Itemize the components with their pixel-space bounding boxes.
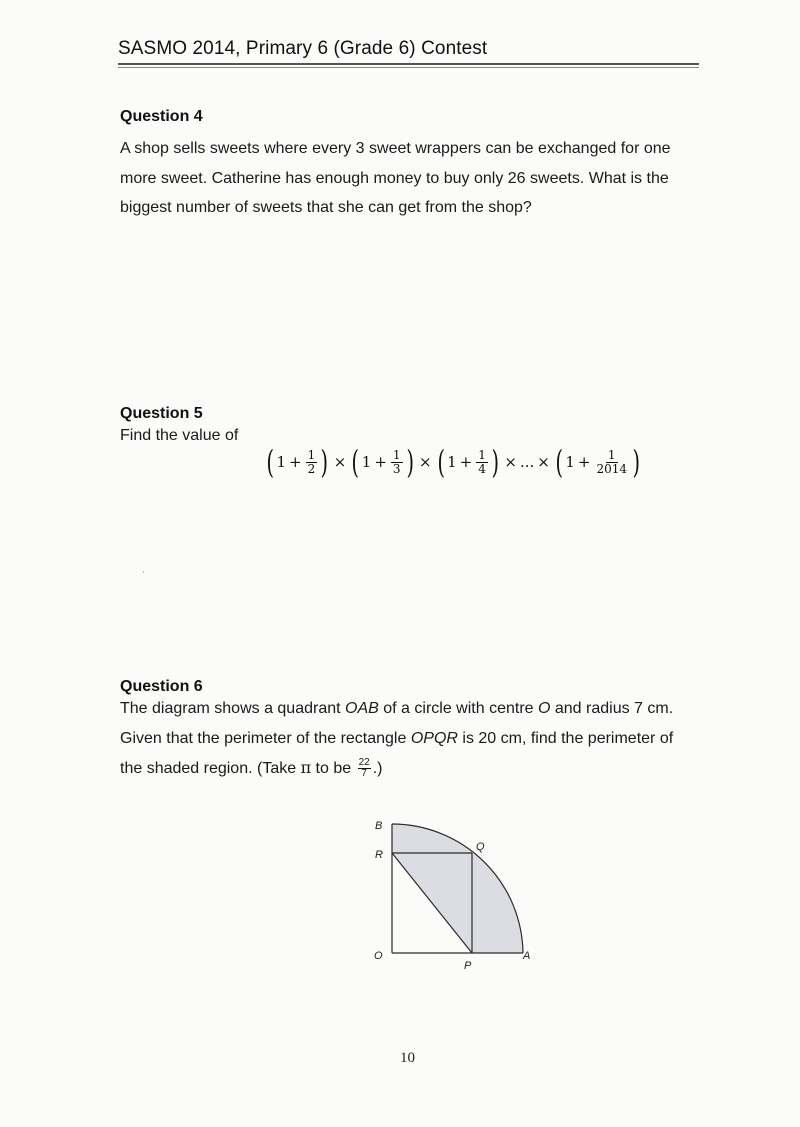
label-A: A xyxy=(523,950,531,962)
fraction-numerator: 1 xyxy=(478,447,486,462)
fraction-1-2014 xyxy=(594,449,629,476)
times-sign: × xyxy=(333,453,347,471)
fraction-1-2 xyxy=(306,449,318,476)
times-sign: × xyxy=(419,453,432,471)
centre-name: O xyxy=(537,700,551,717)
quadrant-diagram xyxy=(360,812,560,972)
open-paren: ( xyxy=(437,443,445,481)
term-4-plus: + xyxy=(577,453,591,471)
text-run: of a circle with centre xyxy=(378,700,538,717)
fraction-1-3 xyxy=(391,449,403,476)
times-sign: × xyxy=(504,453,517,471)
text-run: and radius 7 cm. xyxy=(550,700,674,717)
fraction-numerator: 1 xyxy=(607,447,616,462)
term-1-one: 1 xyxy=(276,453,287,471)
fraction-denominator: 7 xyxy=(361,768,367,780)
pi-symbol: π xyxy=(300,758,312,777)
label-Q: Q xyxy=(476,841,485,853)
question-4-line-3: biggest number of sweets that she can get from the shop? xyxy=(120,199,532,216)
question-4-title: Question 4 xyxy=(120,108,203,125)
question-6-line-1 xyxy=(120,694,673,724)
fraction-22-7 xyxy=(358,758,371,779)
term-2-one: 1 xyxy=(361,453,372,471)
fraction-numerator: 1 xyxy=(307,447,316,462)
product-expression xyxy=(264,443,642,481)
term-3-plus: + xyxy=(459,453,473,471)
stray-pen-mark: ʼ xyxy=(142,570,145,582)
fraction-denominator: 3 xyxy=(392,461,401,476)
question-6-text xyxy=(120,694,673,784)
text-run: Given that the perimeter of the rectangle xyxy=(120,729,411,747)
close-paren: ) xyxy=(406,443,414,481)
term-1-plus: + xyxy=(289,453,302,471)
header-rule xyxy=(118,63,699,68)
question-4-line-2: more sweet. Catherine has enough money to buy only 26 sweets. What is the xyxy=(120,169,669,187)
close-paren: ) xyxy=(632,443,640,481)
page-number: 10 xyxy=(400,1050,415,1066)
question-4-text xyxy=(120,134,671,223)
question-6-line-3 xyxy=(120,753,673,784)
ellipsis: ... xyxy=(519,453,535,471)
question-5-line-1: Find the value of xyxy=(120,427,239,444)
text-run: The diagram shows a quadrant xyxy=(120,700,346,717)
text-run: is 20 cm, find the perimeter of xyxy=(457,729,674,747)
close-paren: ) xyxy=(491,443,499,481)
label-B: B xyxy=(375,820,383,832)
times-sign: × xyxy=(537,453,550,471)
question-5-text xyxy=(120,421,238,451)
question-4-line-1: A shop sells sweets where every 3 sweet wrappers can be exchanged for one xyxy=(120,140,671,157)
text-run: to be xyxy=(311,760,356,777)
question-6-line-2 xyxy=(120,724,673,754)
text-run: the shaded region. (Take xyxy=(120,760,301,777)
fraction-numerator: 22 xyxy=(358,757,370,769)
open-paren: ( xyxy=(351,443,360,481)
page-header-title: SASMO 2014, Primary 6 (Grade 6) Contest xyxy=(118,38,488,59)
open-paren: ( xyxy=(266,443,274,481)
text-run: .) xyxy=(372,760,383,777)
question-6-title: Question 6 xyxy=(120,678,203,695)
label-R: R xyxy=(375,849,383,861)
open-paren: ( xyxy=(555,443,563,481)
label-O: O xyxy=(374,950,383,962)
quadrant-name: OAB xyxy=(345,700,379,717)
rectangle-name: OPQR xyxy=(410,729,458,747)
close-paren: ) xyxy=(320,443,329,481)
fraction-denominator: 2 xyxy=(307,461,316,476)
label-P: P xyxy=(464,960,472,972)
term-4-one: 1 xyxy=(565,453,575,471)
term-3-one: 1 xyxy=(447,453,457,471)
fraction-denominator: 4 xyxy=(478,461,486,476)
fraction-numerator: 1 xyxy=(392,447,401,462)
fraction-denominator: 2014 xyxy=(596,461,627,476)
fraction-1-4 xyxy=(476,449,488,476)
question-5-title: Question 5 xyxy=(120,405,203,422)
term-2-plus: + xyxy=(374,453,387,471)
